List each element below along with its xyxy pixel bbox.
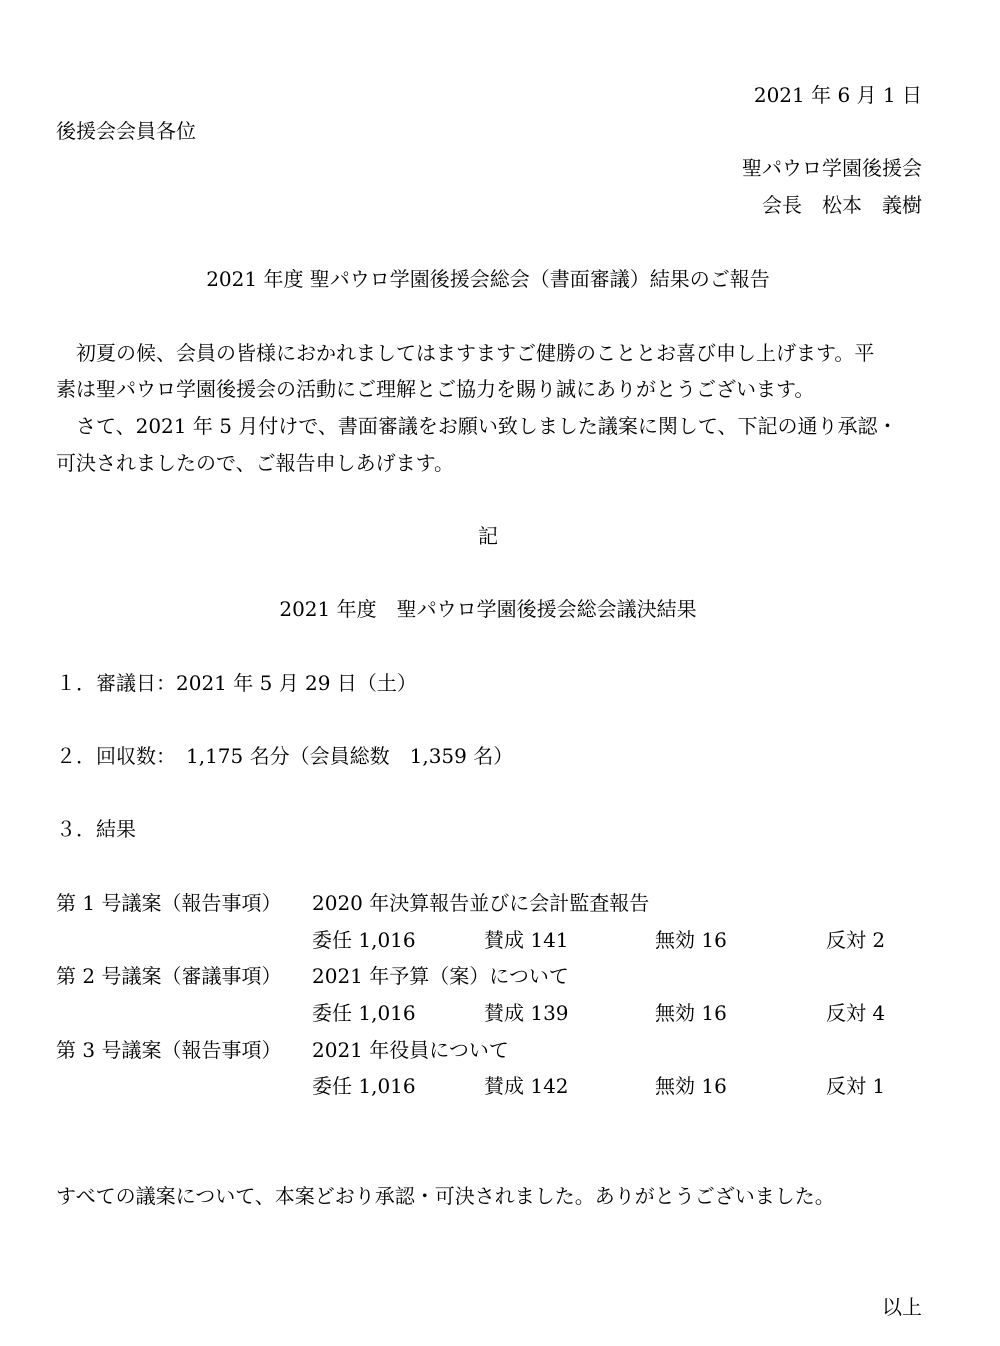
vote-invalid: 無効 16 (655, 1074, 727, 1098)
document-date: 2021 年 6 月 1 日 (753, 83, 922, 107)
body-paragraph-1-line-1: 初夏の候、会員の皆様におかれましてはますますご健勝のこととお喜び申し上げます。平 (76, 341, 875, 365)
document-title: 2021 年度 聖パウロ学園後援会総会（書面審議）結果のご報告 (206, 267, 770, 291)
item-results: ３．結果 (56, 817, 136, 841)
vote-oppose: 反対 1 (826, 1074, 886, 1098)
body-paragraph-2-line-1: さて、2021 年 5 月付けで、書面審議をお願い致しました議案に関して、下記の通り承認・ (76, 414, 898, 438)
proposal-label: 第 2 号議案（審議事項） (56, 964, 282, 988)
sender-name: 会長 松本 義樹 (762, 193, 922, 217)
addressee: 後援会会員各位 (56, 119, 196, 143)
vote-approve: 賛成 142 (484, 1074, 569, 1098)
proposal-label: 第 3 号議案（報告事項） (56, 1038, 282, 1062)
vote-invalid: 無効 16 (655, 928, 727, 952)
end-mark: 以上 (882, 1295, 922, 1319)
vote-approve: 賛成 141 (484, 928, 569, 952)
body-paragraph-2-line-2: 可決されましたので、ご報告申しあげます。 (56, 451, 454, 475)
vote-proxy: 委任 1,016 (312, 1001, 416, 1025)
vote-approve: 賛成 139 (484, 1001, 569, 1025)
item-deliberation-date: １．審議日：2021 年 5 月 29 日（土） (56, 671, 417, 695)
vote-oppose: 反対 4 (826, 1001, 886, 1025)
proposal-title: 2020 年決算報告並びに会計監査報告 (312, 891, 650, 915)
closing-statement: すべての議案について、本案どおり承認・可決されました。ありがとうございました。 (56, 1184, 835, 1208)
ki-mark: 記 (478, 524, 498, 548)
proposal-title: 2021 年予算（案）について (312, 964, 569, 988)
item-response-count: ２．回収数： 1,175 名分（会員総数 1,359 名） (56, 744, 514, 768)
results-subtitle: 2021 年度 聖パウロ学園後援会総会議決結果 (279, 597, 697, 621)
vote-invalid: 無効 16 (655, 1001, 727, 1025)
vote-oppose: 反対 2 (826, 928, 886, 952)
body-paragraph-1-line-2: 素は聖パウロ学園後援会の活動にご理解とご協力を賜り誠にありがとうございます。 (56, 377, 815, 401)
proposal-label: 第 1 号議案（報告事項） (56, 891, 282, 915)
sender-organization: 聖パウロ学園後援会 (742, 156, 922, 180)
vote-proxy: 委任 1,016 (312, 928, 416, 952)
proposal-title: 2021 年役員について (312, 1038, 509, 1062)
vote-proxy: 委任 1,016 (312, 1074, 416, 1098)
